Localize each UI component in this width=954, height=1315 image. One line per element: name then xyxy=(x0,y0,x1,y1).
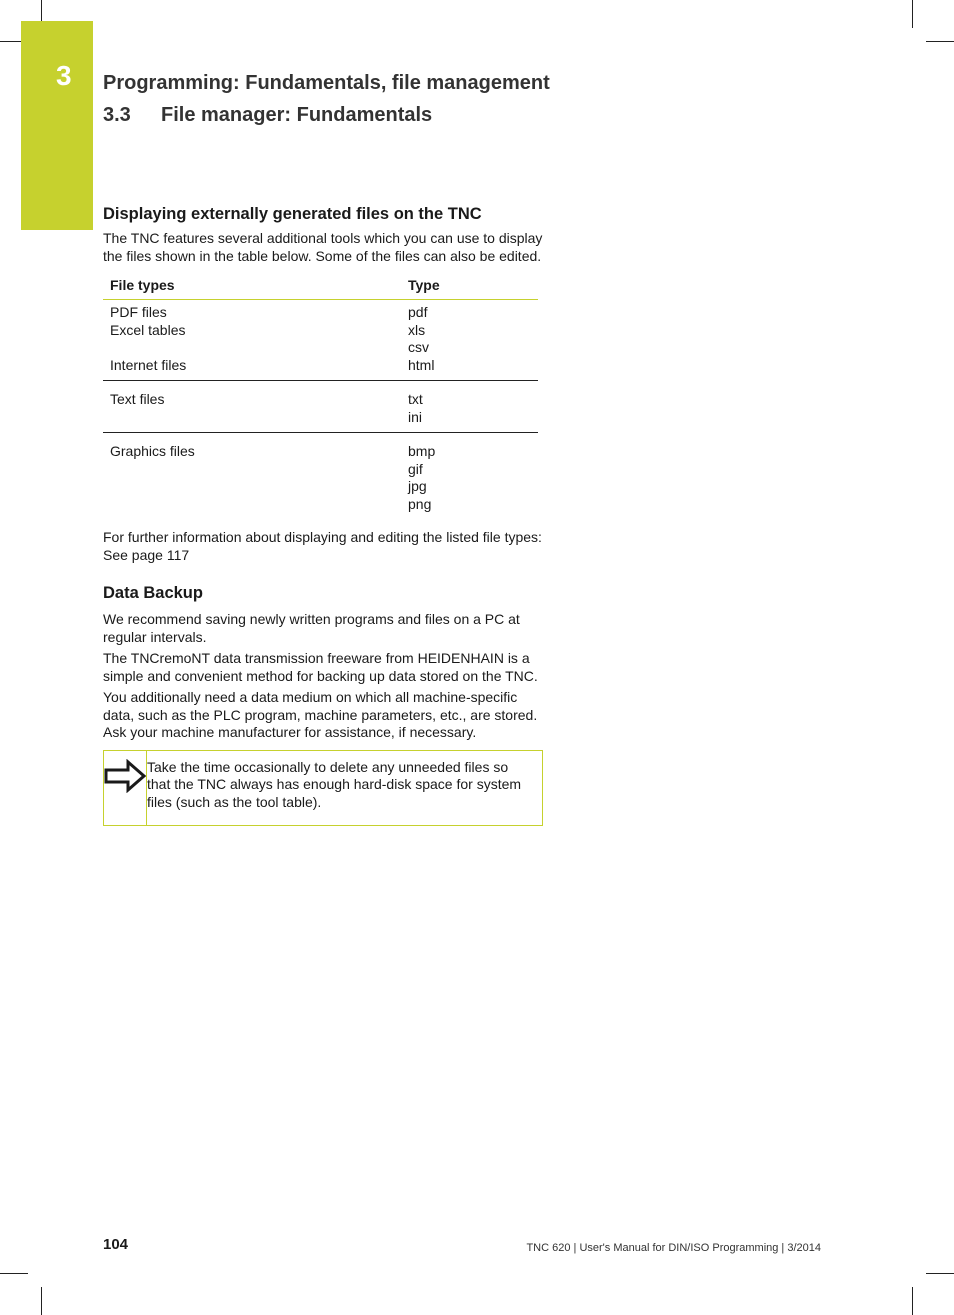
heading-data-backup: Data Backup xyxy=(103,584,203,602)
file-type-name: Internet files xyxy=(110,356,187,373)
section-title xyxy=(103,104,432,127)
chapter-number: 3 xyxy=(56,60,72,91)
table-cell-type xyxy=(401,381,538,433)
table-cell-name xyxy=(103,381,401,433)
file-extension: pdf xyxy=(408,304,428,320)
section-number: 3.3 xyxy=(103,104,131,126)
crop-mark xyxy=(41,1287,42,1315)
file-extension: csv xyxy=(408,339,429,355)
page-number: 104 xyxy=(103,1236,129,1253)
crop-mark xyxy=(912,1287,913,1315)
note-text-content: Take the time occasionally to delete any unneeded files so that the TNC always has enough hard-disk space for system files (such as the tool table). xyxy=(147,758,522,810)
table-cell-type xyxy=(401,433,538,520)
backup-paragraph-2: The TNCremoNT data transmission freeware from HEIDENHAIN is a simple and convenient method for backing up data stored on the TNC. xyxy=(103,650,538,684)
file-extension: gif xyxy=(408,460,423,477)
table-cell-name xyxy=(103,300,401,381)
crop-mark xyxy=(41,0,42,22)
page-content xyxy=(103,205,543,826)
crop-mark xyxy=(0,41,22,42)
note-box xyxy=(103,750,543,827)
backup-paragraph-3: You additionally need a data medium on which all machine-specific data, such as the PLC program, machine parameters, etc., are stored. Ask your machine manufacturer for assistance, if necessary. xyxy=(103,689,538,740)
file-type-name: Graphics files xyxy=(110,443,195,459)
file-type-name: PDF files xyxy=(110,304,167,320)
backup-paragraph-1: We recommend saving newly written programs and files on a PC at regular intervals. xyxy=(103,611,520,645)
file-extension: jpg xyxy=(408,478,427,494)
crop-mark xyxy=(926,1273,954,1274)
file-types-table xyxy=(103,273,538,519)
file-type-name: Text files xyxy=(110,391,165,407)
crop-mark xyxy=(0,1273,28,1274)
file-type-spacer xyxy=(110,339,394,357)
file-extension: html xyxy=(408,356,435,373)
file-extension: ini xyxy=(408,408,423,425)
table-cell-type xyxy=(401,300,538,381)
file-extension: xls xyxy=(408,321,426,338)
arrow-right-icon xyxy=(104,751,147,826)
file-extension: png xyxy=(408,495,432,512)
table-row xyxy=(103,300,538,381)
section-title-text: File manager: Fundamentals xyxy=(161,104,433,126)
table-header-type: Type xyxy=(401,273,538,300)
file-extension: bmp xyxy=(408,443,436,459)
table-cell-name xyxy=(103,433,401,520)
heading-external-files: Displaying externally generated files on the TNC xyxy=(103,205,482,223)
note-text xyxy=(147,751,542,826)
file-extension: txt xyxy=(408,391,423,407)
chapter-title: Programming: Fundamentals, file management xyxy=(103,72,550,94)
intro-paragraph: The TNC features several additional tools which you can use to display the files shown in the table below. Some of the files can also be edited. xyxy=(103,230,543,264)
chapter-tab xyxy=(21,21,93,230)
table-row xyxy=(103,433,538,520)
file-type-name: Excel tables xyxy=(110,321,186,338)
further-info-paragraph: For further information about displaying and editing the listed file types: See page 117 xyxy=(103,529,542,563)
table-row xyxy=(103,381,538,433)
table-header-file-types: File types xyxy=(103,273,401,300)
crop-mark xyxy=(912,0,913,28)
footer-manual-info: TNC 620 | User's Manual for DIN/ISO Programming | 3/2014 xyxy=(526,1242,821,1254)
crop-mark xyxy=(926,41,954,42)
